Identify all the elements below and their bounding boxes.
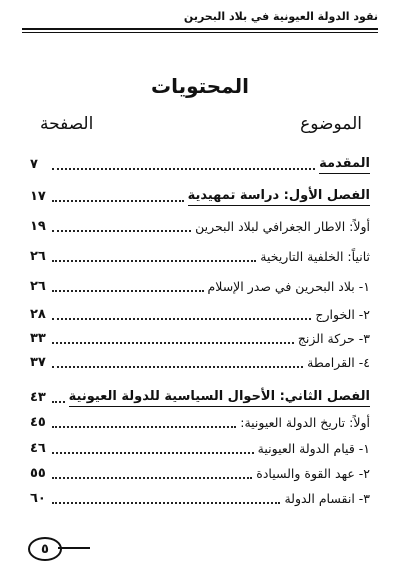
header-rule-thin (22, 32, 378, 33)
toc-entry (30, 326, 370, 348)
toc-entry (30, 350, 370, 372)
column-header-subject: الموضوع (300, 114, 362, 134)
toc-entry-title: ١- قيام الدولة العيونية (257, 441, 370, 456)
toc-entry-title: ٢- الخوارج (315, 307, 370, 322)
toc-entry (30, 436, 370, 458)
toc-entry-title: ٣- حركة الزنج (297, 331, 370, 346)
toc-entry-page: ٤٦ (30, 441, 46, 456)
toc-entry-title: ثانياً: الخلفية التاريخية (260, 249, 370, 264)
header-rule (22, 28, 378, 30)
dot-leader (52, 260, 256, 262)
dot-leader (52, 366, 303, 368)
toc-entry-page: ٣٧ (30, 355, 46, 370)
toc-entry-title: الفصل الثاني: الأحوال السياسية للدولة العيونية (69, 388, 370, 407)
toc-entry-title: الفصل الأول: دراسة تمهيدية (188, 187, 370, 206)
toc-entry-title: ٤- القرامطة (307, 355, 370, 370)
toc-entry (30, 461, 370, 483)
toc-entry-page: ٢٨ (30, 307, 46, 322)
dot-leader (52, 477, 252, 479)
column-header-page: الصفحة (40, 114, 94, 134)
toc-entry-page: ٥٥ (30, 466, 46, 481)
toc-entry (30, 184, 370, 206)
toc-entry-title: أولاً: الاطار الجغرافي لبلاد البحرين (195, 219, 370, 234)
dot-leader (52, 401, 65, 403)
toc-entry-page: ٧ (30, 157, 38, 172)
toc-entry-title: ٢- عهد القوة والسيادة (256, 466, 370, 481)
dot-leader (52, 168, 315, 170)
toc-entry-page: ٦٠ (30, 491, 46, 506)
toc-entry (30, 152, 370, 174)
toc-entry-page: ٣٣ (30, 331, 46, 346)
dot-leader (52, 230, 191, 232)
toc-entry-page: ٤٣ (30, 390, 46, 405)
toc-entry (30, 274, 370, 296)
dot-leader (52, 342, 294, 344)
toc-entry-page: ٢٦ (30, 279, 46, 294)
running-head: نقود الدولة العيونية في بلاد البحرين (183, 10, 378, 23)
page-number-rule (58, 547, 90, 549)
dot-leader (52, 452, 254, 454)
toc-entry-title: ١- بلاد البحرين في صدر الإسلام (207, 279, 370, 294)
toc-entry-title: أولاً: تاريخ الدولة العيونية: (240, 415, 370, 430)
toc-entry (30, 385, 370, 407)
dot-leader (52, 426, 236, 428)
dot-leader (52, 200, 184, 202)
toc-entry-page: ٢٦ (30, 249, 46, 264)
toc-entry-title: المقدمة (319, 155, 370, 174)
toc-entry-page: ١٩ (30, 219, 46, 234)
toc-entry (30, 410, 370, 432)
toc-entry-title: ٣- انقسام الدولة (284, 491, 370, 506)
toc-entry (30, 244, 370, 266)
toc-entry-page: ١٧ (30, 189, 46, 204)
toc-entry (30, 214, 370, 236)
toc-entry (30, 486, 370, 508)
toc-entry (30, 302, 370, 324)
dot-leader (52, 290, 204, 292)
toc-title: المحتويات (150, 74, 249, 98)
dot-leader (52, 502, 280, 504)
toc-entry-page: ٤٥ (30, 415, 46, 430)
dot-leader (52, 318, 311, 320)
page-number: ٥ (28, 537, 62, 561)
